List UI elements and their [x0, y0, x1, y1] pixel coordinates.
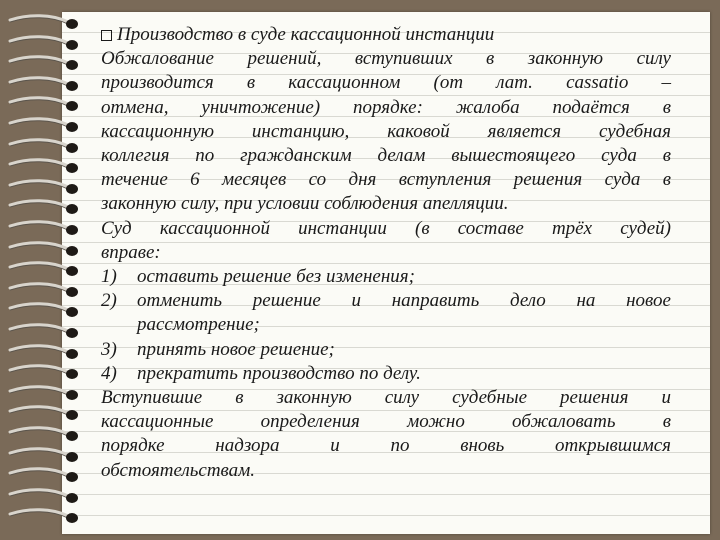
spiral-coil-icon	[8, 158, 84, 178]
spiral-coil-icon	[8, 323, 84, 343]
paragraph-line: коллегия по гражданским делам вышестоящего суда в	[101, 145, 671, 167]
paragraph-line: производится в кассационном (от лат. cassatio –	[101, 72, 671, 94]
spiral-coil-icon	[8, 447, 84, 467]
spiral-coil-icon	[8, 344, 84, 364]
court-line: Суд кассационной инстанции (в составе трёх судей)	[101, 217, 671, 239]
spiral-coil-icon	[8, 426, 84, 446]
paragraph-line: законную силу, при условии соблюдения апелляции.	[101, 193, 509, 215]
spiral-coil-icon	[8, 55, 84, 75]
list-item	[101, 338, 671, 362]
spiral-coil-icon	[8, 467, 84, 487]
list-continuation: рассмотрение;	[137, 314, 260, 336]
list-number: 2)	[101, 290, 117, 312]
list-number: 3)	[101, 338, 117, 360]
spiral-coil-icon	[8, 405, 84, 425]
list-number: 1)	[101, 266, 117, 288]
spiral-binding	[0, 14, 84, 534]
spiral-coil-icon	[8, 241, 84, 261]
spiral-coil-icon	[8, 76, 84, 96]
list-item	[101, 289, 671, 313]
spiral-coil-icon	[8, 508, 84, 528]
spiral-coil-icon	[8, 488, 84, 508]
list-text: оставить решение без изменения;	[137, 266, 415, 288]
paragraph-line: Обжалование решений, вступивших в законную силу	[101, 48, 671, 70]
spiral-coil-icon	[8, 261, 84, 281]
spiral-coil-icon	[8, 199, 84, 219]
spiral-coil-icon	[8, 282, 84, 302]
paragraph-line: течение 6 месяцев со дня вступления решения суда в	[101, 169, 671, 191]
slide-text	[101, 23, 671, 483]
list-text: принять новое решение;	[137, 338, 335, 360]
final-line: обстоятельствам.	[101, 459, 256, 481]
spiral-coil-icon	[8, 117, 84, 137]
spiral-coil-icon	[8, 220, 84, 240]
spiral-coil-icon	[8, 35, 84, 55]
spiral-coil-icon	[8, 302, 84, 322]
final-line: порядке надзора и по вновь открывшимся	[101, 435, 671, 457]
square-bullet-icon	[101, 30, 112, 41]
list-text: прекратить производство по делу.	[137, 362, 421, 384]
spiral-coil-icon	[8, 179, 84, 199]
heading	[101, 23, 671, 47]
list-text: отменить решение и направить дело на новое	[137, 290, 671, 312]
list-number: 4)	[101, 362, 117, 384]
paragraph-line: кассационную инстанцию, каковой является судебная	[101, 120, 671, 142]
list-item	[101, 265, 671, 289]
spiral-coil-icon	[8, 364, 84, 384]
final-line: кассационные определения можно обжаловать в	[101, 411, 671, 433]
spiral-coil-icon	[8, 385, 84, 405]
spiral-coil-icon	[8, 96, 84, 116]
final-line: Вступившие в законную силу судебные решения и	[101, 387, 671, 409]
list-item	[101, 362, 671, 386]
paragraph-line: отмена, уничтожение) порядке: жалоба подаётся в	[101, 96, 671, 118]
court-line: вправе:	[101, 241, 161, 263]
heading-text: Производство в суде кассационной инстанции	[117, 24, 495, 45]
spiral-coil-icon	[8, 138, 84, 158]
spiral-coil-icon	[8, 14, 84, 34]
